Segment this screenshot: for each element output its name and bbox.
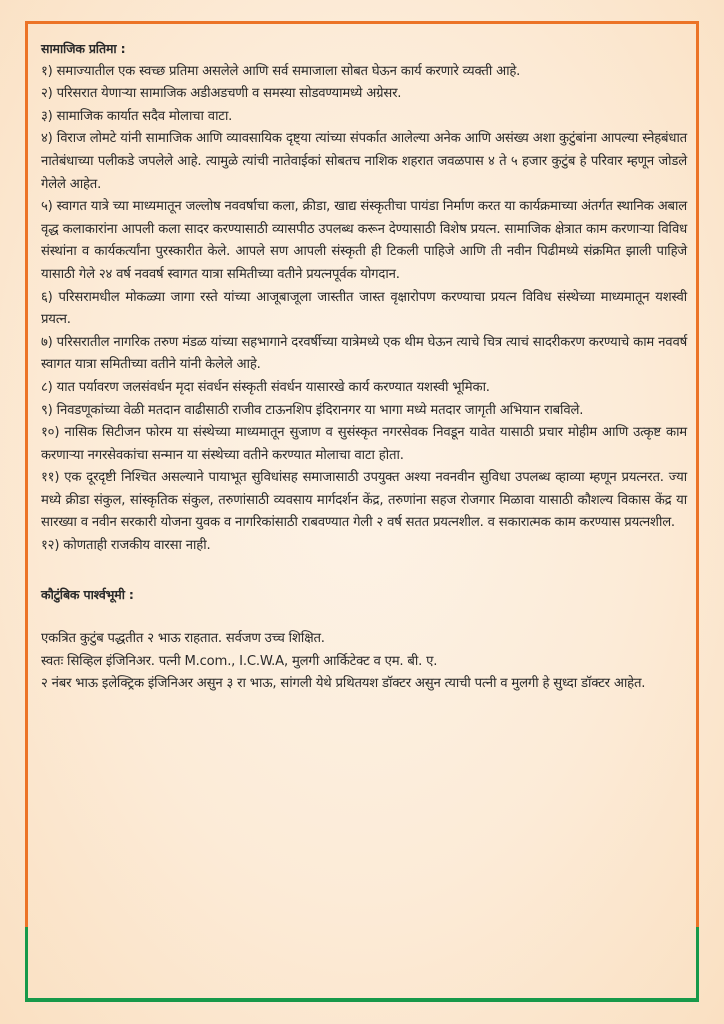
- list-item: ३) सामाजिक कार्यात सदैव मोलाचा वाटा.: [41, 108, 233, 124]
- list-item: ५) स्वागत यात्रे च्या माध्यमातून जल्लोष नववर्षाचा कला, क्रीडा, खाद्य संस्कृतीचा पायंडा निर्माण करत या कार्यक्रमाच्या अंतर्गत स्थानिक अबाल वृद्ध कलाकारांना आपली कला सादर करण्यासाठी व्यासपीठ उपलब्ध करून देण्यासाठी विशेष प्रयत्न. सामाजिक क्षेत्रात काम करणाऱ्या विविध संस्थांना व कार्यकर्त्यांना पुरस्कारीत केले. आपले सण आपली संस्कृती ही टिकली पाहिजे आणि ती नवीन पिढीमध्ये संक्रमित झाली पाहिजे यासाठी गेले २४ वर्ष नववर्ष स्वागत यात्रा समितीच्या वतीने प्रयत्नपूर्वक योगदान.: [41, 199, 687, 282]
- list-item: एकत्रित कुटुंब पद्धतीत २ भाऊ राहतात. सर्वजण उच्च शिक्षित.: [41, 631, 325, 647]
- document-body: [41, 38, 687, 696]
- list-item: ८) यात पर्यावरण जलसंवर्धन मृदा संवर्धन संस्कृती संवर्धन यासारखे कार्य करण्यात यशस्वी भूमिका.: [41, 379, 490, 395]
- list-item: १२) कोणताही राजकीय वारसा नाही.: [41, 538, 211, 554]
- family-background-section: [41, 584, 687, 696]
- list-item: ४) विराज लोमटे यांनी सामाजिक आणि व्यावसायिक दृष्ट्या त्यांच्या संपर्कात आलेल्या अनेक आणि असंख्य अशा कुटुंबांना आपल्या स्नेहबंधात नातेबंधाच्या पलीकडे जपलेले आहे. त्यामुळे त्यांची नातेवाईकां सोबतच नाशिक शहरात जवळपास ४ ते ५ हजार कुटुंब हे परिवार म्हणून जोडले गेलेले आहेत.: [41, 131, 687, 192]
- page-border-green: [25, 927, 699, 1002]
- list-item: ७) परिसरातील नागरिक तरुण मंडळ यांच्या सहभागाने दरवर्षीच्या यात्रेमध्ये एक थीम घेऊन त्याचे चित्र त्याचं सादरीकरण करण्याचे काम नववर्ष स्वागत यात्रा समितीच्या वतीने यांनी केलेले आहे.: [41, 334, 687, 373]
- section-heading-family-background: कौटुंबिक पार्श्वभूमी :: [41, 586, 134, 602]
- list-item: २) परिसरात येणाऱ्या सामाजिक अडीअडचणी व समस्या सोडवण्यामध्ये अग्रेसर.: [41, 86, 402, 102]
- list-item: स्वतः सिव्हिल इंजिनिअर. पत्नी M.com., I.C.W.A, मुलगी आर्किटेक्ट व एम. बी. ए.: [41, 653, 438, 669]
- list-item: २ नंबर भाऊ इलेक्ट्रिक इंजिनिअर असुन ३ रा भाऊ, सांगली येथे प्रथितयश डॉक्टर असुन त्याची पत्नी व मुलगी हे सुध्दा डॉक्टर आहेत.: [41, 676, 646, 692]
- section-heading-social-image: सामाजिक प्रतिमा :: [41, 41, 126, 56]
- spacer: [41, 558, 687, 584]
- list-item: ११) एक दूरदृष्टी निश्चित असल्याने पायाभूत सुविधांसह समाजासाठी उपयुक्त अश्या नवनवीन सुविधा उपलब्ध व्हाव्या म्हणून प्रयत्नरत. ज्या मध्ये क्रीडा संकुल, सांस्कृतिक संकुल, तरुणांसाठी व्यवसाय मार्गदर्शन केंद्र, तरुणांना सहज रोजगार मिळावा यासाठी कौशल्य विकास केंद्र या सारख्या व नवीन सरकारी योजना युवक व नागरिकांसाठी राबवण्यात गेली २ वर्ष सतत प्रयत्नशील. व सकारात्मक काम करण्यास प्रयत्नशील.: [41, 470, 687, 531]
- list-item: १) समाज्यातील एक स्वच्छ प्रतिमा असलेले आणि सर्व समाजाला सोबत घेऊन कार्य करणारे व्यक्ती आहे.: [41, 63, 521, 79]
- social-image-section: [41, 38, 687, 558]
- spacer: [41, 606, 687, 628]
- list-item: ६) परिसरामधील मोकळ्या जागा रस्ते यांच्या आजूबाजूला जास्तीत जास्त वृक्षारोपण करण्याचा प्रयत्न विविध संस्थेच्या माध्यमातून यशस्वी प्रयत्न.: [41, 289, 687, 328]
- list-item: १०) नासिक सिटीजन फोरम या संस्थेच्या माध्यमातून सुजाण व सुसंस्कृत नगरसेवक निवडून यावेत यासाठी प्रचार मोहीम आणि उत्कृष्ट काम करणाऱ्या नगरसेवकांचा सन्मान या संस्थेच्या वतीने करण्यात मोलाचा वाटा होता.: [41, 425, 687, 463]
- list-item: ९) निवडणूकांच्या वेळी मतदान वाढीसाठी राजीव टाऊनशिप इंदिरानगर या भागा मध्ये मतदार जागृती अभियान राबविले.: [41, 402, 584, 418]
